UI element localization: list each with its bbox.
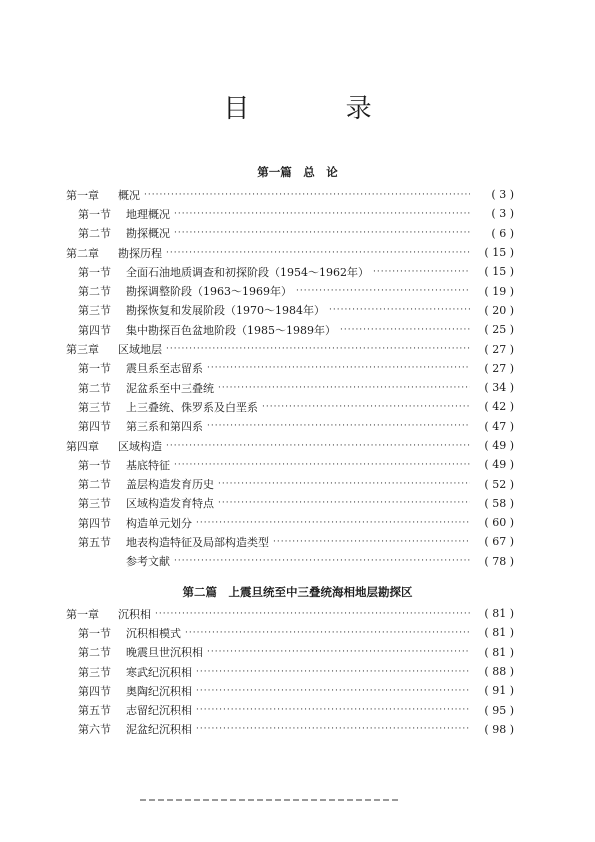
toc-section-row[interactable] (66, 281, 514, 300)
toc-page-number: ( 15 ) (484, 246, 514, 260)
toc-section-row[interactable] (66, 378, 514, 397)
toc-page-number: ( 6 ) (491, 226, 514, 240)
toc-entry-title: 区域构造发育特点 (126, 497, 214, 511)
toc-section-row[interactable] (66, 224, 514, 243)
leader-dots (196, 705, 470, 715)
toc-section-row[interactable] (66, 320, 514, 339)
toc-entry-title: 志留纪沉积相 (126, 704, 192, 718)
toc-entry-title: 构造单元划分 (126, 516, 192, 530)
leader-dots (218, 479, 470, 489)
toc-entry-number: 第五节 (78, 704, 111, 718)
toc-page-number: ( 78 ) (484, 554, 514, 568)
toc-entry-number: 第一节 (78, 626, 111, 640)
toc-page-number: ( 81 ) (484, 645, 514, 659)
toc-entry-number: 第一节 (78, 458, 111, 472)
leader-dots (196, 518, 470, 528)
toc-entry-number: 第三节 (78, 665, 111, 679)
toc-section-row[interactable] (66, 474, 514, 493)
toc-page-number: ( 34 ) (484, 381, 514, 395)
toc-page-number: ( 91 ) (484, 684, 514, 698)
toc-page-number: ( 19 ) (484, 284, 514, 298)
toc-section-row[interactable] (66, 720, 514, 739)
toc-entry-title: 参考文献 (126, 555, 170, 569)
leader-dots (174, 228, 470, 238)
toc-page-number: ( 52 ) (484, 477, 514, 491)
toc-page-number: ( 3 ) (491, 188, 514, 202)
toc-entry-title: 沉积相模式 (126, 626, 181, 640)
toc-page-number: ( 60 ) (484, 516, 514, 530)
leader-dots (166, 344, 470, 354)
toc-section-row[interactable] (66, 455, 514, 474)
toc-section-row[interactable] (66, 532, 514, 551)
toc-entry-title: 沉积相 (118, 607, 151, 621)
leader-dots (155, 609, 470, 619)
leader-dots (296, 286, 470, 296)
toc-entry-title: 勘探调整阶段（1963～1969年） (126, 285, 292, 299)
leader-dots (207, 421, 470, 431)
toc-entry-title: 上三叠统、侏罗系及白垩系 (126, 400, 258, 414)
toc-section-row[interactable] (66, 643, 514, 662)
toc-entry-number: 第二章 (66, 246, 99, 260)
leader-dots (166, 441, 470, 451)
toc-entry-title: 集中勘探百色盆地阶段（1985～1989年） (126, 323, 336, 337)
toc-entry-title: 地理概况 (126, 207, 170, 221)
toc-page-number: ( 27 ) (484, 361, 514, 375)
toc-page-number: ( 15 ) (484, 265, 514, 279)
toc-chapter-row[interactable] (66, 339, 514, 358)
toc-section-row[interactable] (66, 204, 514, 223)
leader-dots (373, 267, 470, 277)
toc-entry-number: 第二节 (78, 646, 111, 660)
toc-page-number: ( 95 ) (484, 703, 514, 717)
toc-section-row[interactable] (66, 662, 514, 681)
toc-entry-number: 第二节 (78, 227, 111, 241)
toc-page-number: ( 25 ) (484, 323, 514, 337)
toc-entry-number: 第五节 (78, 535, 111, 549)
toc-page-number: ( 20 ) (484, 303, 514, 317)
toc-chapter-row[interactable] (66, 604, 514, 623)
toc-entry-number: 第一章 (66, 188, 99, 202)
toc-entry-number: 第一节 (78, 362, 111, 376)
toc-entry-title: 全面石油地质调查和初探阶段（1954～1962年） (126, 265, 369, 279)
toc-section-row[interactable] (66, 513, 514, 532)
toc-list (66, 185, 514, 571)
toc-entry-number: 第一节 (78, 265, 111, 279)
toc-entry-title: 盖层构造发育历史 (126, 478, 214, 492)
toc-entry-title: 地表构造特征及局部构造类型 (126, 535, 269, 549)
toc-entry-number: 第二节 (78, 478, 111, 492)
leader-dots (166, 248, 470, 258)
leader-dots (174, 556, 470, 566)
leader-dots (174, 209, 470, 219)
leader-dots (218, 383, 470, 393)
page-title: 目 录 (223, 94, 416, 124)
toc-section-row[interactable] (66, 623, 514, 642)
toc-page-number: ( 98 ) (484, 722, 514, 736)
toc-entry-number: 第六节 (78, 723, 111, 737)
toc-entry-number: 第四节 (78, 516, 111, 530)
toc-entry-title: 区域地层 (118, 343, 162, 357)
toc-section-row[interactable] (66, 700, 514, 719)
leader-dots (196, 686, 470, 696)
toc-page-number: ( 81 ) (484, 626, 514, 640)
toc-page-number: ( 49 ) (484, 439, 514, 452)
leader-dots (185, 628, 470, 638)
toc-page-number: ( 88 ) (484, 665, 514, 679)
leader-dots (273, 537, 470, 547)
toc-section-row[interactable] (66, 417, 514, 436)
toc-page-number: ( 47 ) (484, 419, 514, 433)
leader-dots (207, 647, 470, 657)
toc-entry-number: 第二节 (78, 285, 111, 299)
leader-dots (196, 724, 470, 734)
toc-page-number: ( 67 ) (484, 535, 514, 549)
toc-entry-title: 寒武纪沉积相 (126, 665, 192, 679)
part-title: 第一篇 总 论 (257, 165, 338, 179)
toc-chapter-row[interactable] (66, 185, 514, 204)
toc-entry-title: 概况 (118, 188, 140, 202)
toc-page-number: ( 49 ) (484, 458, 514, 472)
toc-page-number: ( 3 ) (491, 207, 514, 221)
toc-entry-number: 第三章 (66, 343, 99, 357)
toc-entry-number: 第一章 (66, 607, 99, 621)
toc-entry-number: 第三节 (78, 497, 111, 511)
toc-chapter-row[interactable] (66, 436, 514, 455)
toc-section-row[interactable] (66, 359, 514, 378)
toc-entry-title: 勘探恢复和发展阶段（1970～1984年） (126, 304, 325, 318)
leader-dots (207, 363, 470, 373)
toc-entry-number: 第四节 (78, 323, 111, 337)
toc-entry-title: 勘探概况 (126, 227, 170, 241)
toc-section-row[interactable] (66, 262, 514, 281)
toc-entry-number: 第四节 (78, 420, 111, 434)
toc-entry-number: 第一节 (78, 207, 111, 221)
part-title: 第二篇 上震旦统至中三叠统海相地层勘探区 (182, 585, 413, 599)
leader-dots (196, 667, 470, 677)
leader-dots (340, 325, 470, 335)
leader-dots (144, 190, 470, 200)
toc-entry-title: 第三系和第四系 (126, 420, 203, 434)
leader-dots (218, 498, 470, 508)
leader-dots (262, 402, 470, 412)
toc-entry-title: 泥盆纪沉积相 (126, 723, 192, 737)
toc-entry-number: 第三节 (78, 304, 111, 318)
toc-list (66, 604, 514, 739)
toc-section-row[interactable] (66, 552, 514, 571)
toc-page-number: ( 58 ) (484, 496, 514, 510)
leader-dots (174, 460, 470, 470)
toc-page-number: ( 42 ) (484, 400, 514, 414)
toc-entry-title: 震旦系至志留系 (126, 362, 203, 376)
toc-entry-number: 第二节 (78, 381, 111, 395)
toc-section-row[interactable] (66, 681, 514, 700)
toc-entry-title: 基底特征 (126, 458, 170, 472)
toc-entry-title: 勘探历程 (118, 246, 162, 260)
toc-entry-title: 泥盆系至中三叠统 (126, 381, 214, 395)
toc-section-row[interactable] (66, 301, 514, 320)
toc-entry-number: 第四节 (78, 684, 111, 698)
toc-entry-number: 第四章 (66, 439, 99, 453)
toc-section-row[interactable] (66, 494, 514, 513)
toc-page-number: ( 27 ) (484, 342, 514, 356)
toc-entry-title: 奥陶纪沉积相 (126, 684, 192, 698)
toc-entry-title: 晚震旦世沉积相 (126, 646, 203, 660)
toc-entry-title: 区域构造 (118, 439, 162, 453)
leader-dots (329, 305, 470, 315)
toc-section-row[interactable] (66, 397, 514, 416)
scan-artifact-line (140, 799, 400, 801)
toc-chapter-row[interactable] (66, 243, 514, 262)
toc-page-number: ( 81 ) (484, 607, 514, 621)
toc-entry-number: 第三节 (78, 400, 111, 414)
